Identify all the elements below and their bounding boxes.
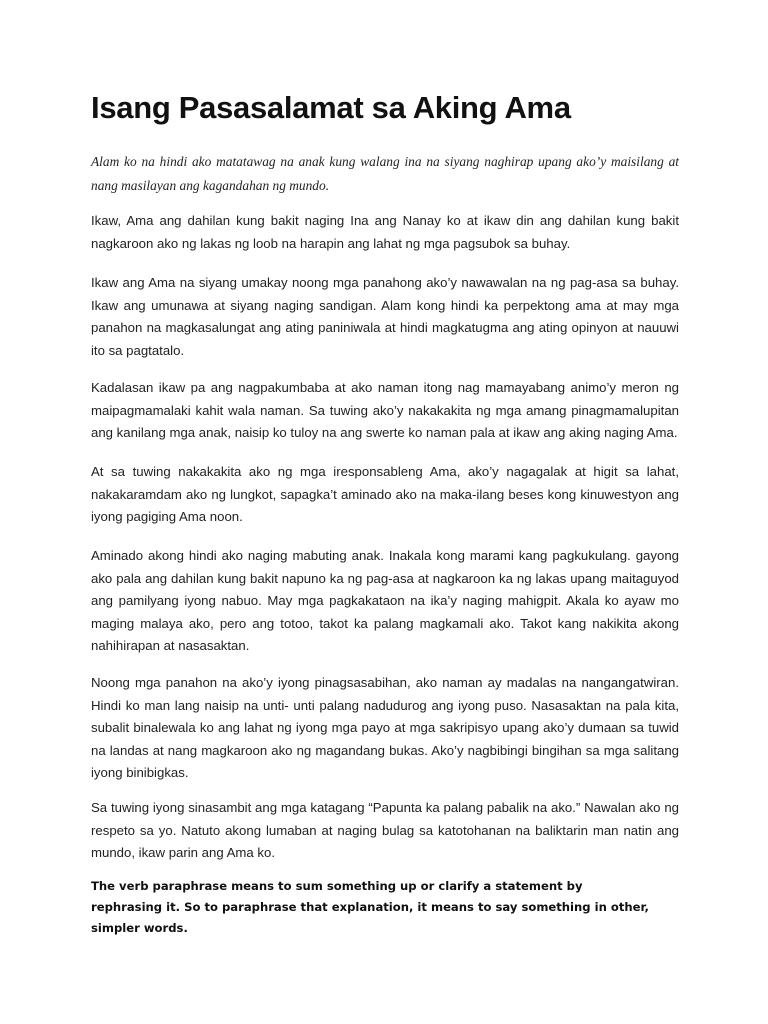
paraphrase-note: The verb paraphrase means to sum something up or clarify a statement by rephrasing it. So to paraphrase that explanation, it means to say something in other, simpler words. — [91, 879, 649, 935]
intro-paragraph: Alam ko na hindi ako matatawag na anak kung walang ina na siyang naghirap upang ako’y maisilang at nang masilayan ang kagandahan ng mundo. — [91, 154, 679, 193]
body-paragraph: Sa tuwing iyong sinasambit ang mga katagang “Papunta ka palang pabalik na ako.” Nawalan ako ng respeto sa yo. Natuto akong lumaban at naging bulag sa katotohanan na baliktarin man natin ang mundo, ikaw parin ang Ama ko. — [91, 800, 679, 860]
body-paragraph: Kadalasan ikaw pa ang nagpakumbaba at ako naman itong nag mamayabang animo’y meron ng maipagmamalaki kahit wala naman. Sa tuwing ako’y nakakakita ng mga amang pinagmamalupitan ang kanilang mga anak, naisip ko tuloy na ang swerte ko naman pala at ikaw ang aking naging Ama. — [91, 380, 679, 440]
page-title: Isang Pasasalamat sa Aking Ama — [91, 90, 571, 125]
body-paragraph: Ikaw ang Ama na siyang umakay noong mga panahong ako’y nawawalan na ng pag-asa sa buhay. Ikaw ang umunawa at siyang naging sandigan. Alam kong hindi ka perpektong ama at may mga panahon na magkasalungat ang ating paniniwala at hindi magkatugma ang ating opinyon at nauuwi ito sa pagtatalo. — [91, 275, 679, 358]
body-paragraph: Noong mga panahon na ako’y iyong pinagsasabihan, ako naman ay madalas na nangangatwiran. Hindi ko man lang naisip na unti- unti palang nadudurog ang iyong puso. Nasasaktan na pala kita, subalit binalewala ko ang lahat ng iyong mga payo at mga sakripisyo upang ako’y dumaan sa tuwid na landas at nang magkaroon ako ng magandang bukas. Ako’y nagbibingi bingihan sa mga salitang iyong binibigkas. — [91, 675, 679, 780]
body-paragraph: At sa tuwing nakakakita ako ng mga iresponsableng Ama, ako’y nagagalak at higit sa lahat, nakakaramdam ako ng lungkot, sapagka’t aminado ako na maka-ilang beses kong kinuwestyon ang iyong pagiging Ama noon. — [91, 464, 679, 524]
body-paragraph: Aminado akong hindi ako naging mabuting anak. Inakala kong marami kang pagkukulang. gayong ako pala ang dahilan kung bakit napuno ka ng pag-asa at nagkaroon ka ng lakas upang maitaguyod ang pamilyang iyong nabuo. May mga pagkakataon na ika’y naging mahigpit. Akala ko ayaw mo maging malaya ako, pero ang totoo, takot ka palang magkamali ako. Takot kang nakikita akong nahihirapan at nasasaktan. — [91, 548, 679, 653]
body-paragraph: Ikaw, Ama ang dahilan kung bakit naging Ina ang Nanay ko at ikaw din ang dahilan kung bakit nagkaroon ako ng lakas ng loob na harapin ang lahat ng mga pagsubok sa buhay. — [91, 213, 679, 251]
